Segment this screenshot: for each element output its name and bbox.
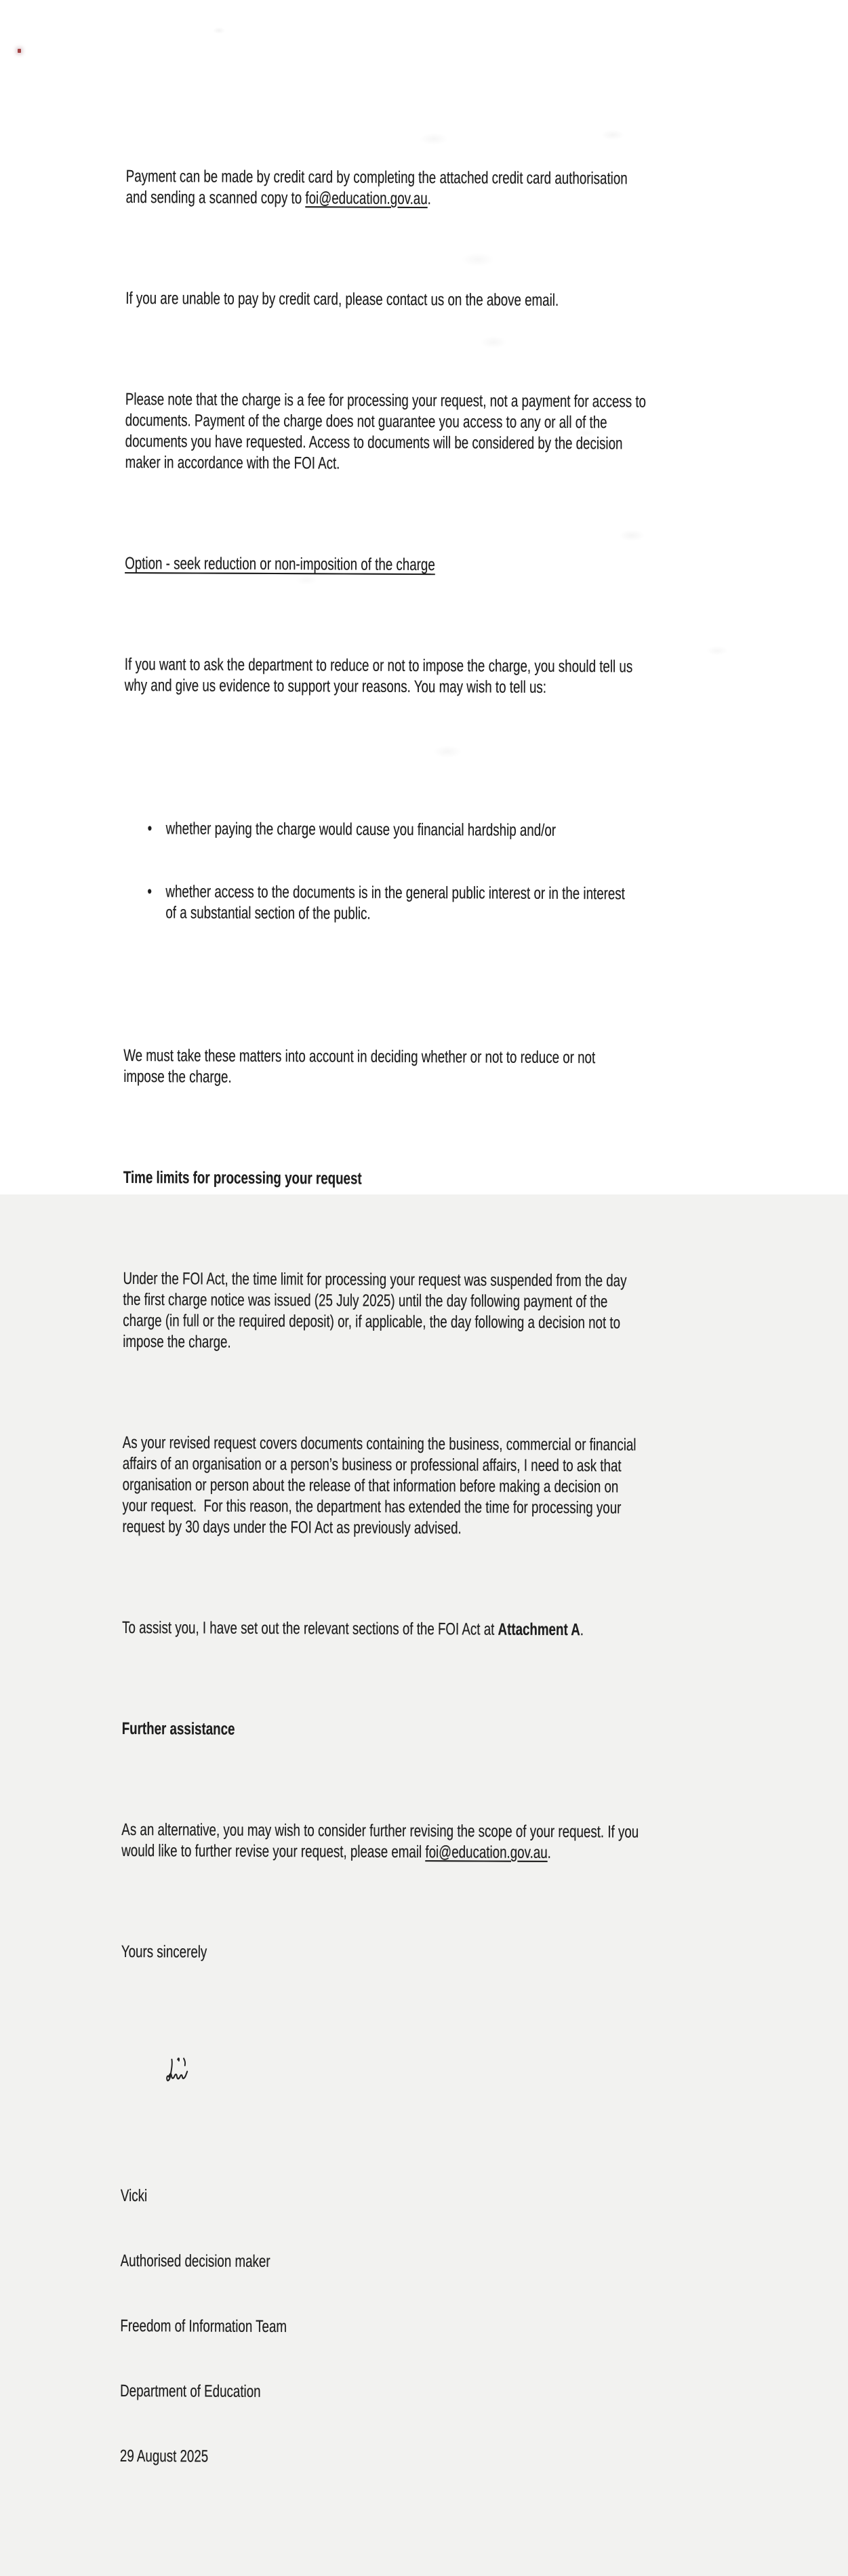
paragraph-assist-suffix: .: [580, 1620, 584, 1640]
paragraph-alternative-text: As an alternative, you may wish to consider further revising the scope of your request. If you would like to further revise your request, please email: [121, 1819, 639, 1862]
paragraph-alternative: [121, 1819, 706, 1864]
paragraph-reduction-ask: If you want to ask the department to reduce or not to impose the charge, you should tell us why and give us evidence to support your reasons. You may wish to tell us:: [124, 654, 633, 697]
paragraph-time-limit: Under the FOI Act, the time limit for processing your request was suspended from the day the first charge notice was issued (25 July 2025) until the day following payment of the charge (in full or the required deposit) or, if applicable, the day following a decision not to impose the charge.: [123, 1268, 627, 1352]
paragraph-charge-note: Please note that the charge is a fee for processing your request, not a payment for access to documents. Payment of the charge does not guarantee you access to any or all of the documents you have requested. Access to documents will be considered by the decision maker in accordance with the FOI Act.: [125, 389, 647, 473]
signoff-date: 29 August 2025: [119, 2446, 209, 2466]
list-item: [124, 881, 709, 926]
bullet-icon: •: [147, 819, 153, 839]
closing-salutation: Yours sincerely: [121, 1941, 207, 1962]
signature-handwriting: [134, 2032, 706, 2077]
list-item: [124, 818, 709, 842]
signoff-team: Freedom of Information Team: [120, 2316, 287, 2337]
paragraph-revised-request: As your revised request covers documents containing the business, commercial or financial affairs of an organisation or a person’s business or professional affairs, I need to ask that organisation or person about the release of that information before making a decision on your request. For this reason, the department has extended the time for processing your request by 30 days under the FOI Act as previously advised.: [122, 1432, 637, 1538]
heading-option-reduction: Option - seek reduction or non-imposition of the charge: [125, 553, 435, 575]
email-link-foi: foi@education.gov.au: [305, 188, 428, 209]
attachment-a-reference: Attachment A: [498, 1619, 580, 1640]
scan-artifact-red-speck: [18, 49, 21, 53]
bullet-item-public-interest: whether access to the documents is in the general public interest or in the interest of a substantial section of the public.: [165, 882, 625, 923]
paragraph-payment-suffix: .: [427, 189, 431, 209]
letter-body: [119, 103, 710, 2576]
paragraph-payment-text: Payment can be made by credit card by completing the attached credit card authorisation and sending a scanned copy to: [125, 166, 628, 208]
email-link-foi: foi@education.gov.au: [425, 1843, 548, 1862]
paragraph-assist: [122, 1617, 707, 1641]
paragraph-must-take-account: We must take these matters into account in deciding whether or not to reduce or not impose the charge.: [123, 1045, 596, 1087]
signature-squiggle-icon: [155, 2053, 204, 2091]
bullet-list: [124, 776, 709, 968]
heading-time-limits: Time limits for processing your request: [123, 1167, 362, 1188]
signoff-department: Department of Education: [120, 2381, 261, 2401]
signoff-name: Vicki: [120, 2186, 148, 2206]
paragraph-alternative-suffix: .: [547, 1843, 551, 1862]
paragraph-unable-to-pay: If you are unable to pay by credit card, please contact us on the above email.: [125, 288, 559, 310]
signoff-title: Authorised decision maker: [120, 2251, 270, 2272]
paragraph-payment-method: [126, 166, 711, 211]
paragraph-assist-text: To assist you, I have set out the relevant sections of the FOI Act at: [122, 1617, 498, 1639]
signature-block: [120, 2141, 706, 2513]
bullet-icon: •: [147, 882, 153, 902]
bullet-item-hardship: whether paying the charge would cause you financial hardship and/or: [165, 819, 557, 840]
heading-further-assistance: Further assistance: [121, 1718, 235, 1739]
